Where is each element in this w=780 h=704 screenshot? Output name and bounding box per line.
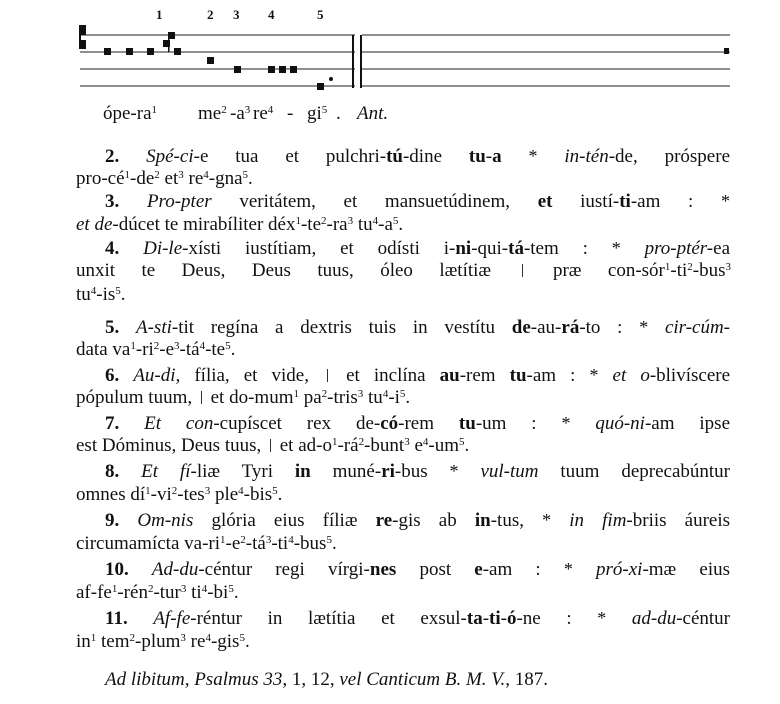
chant-syllable: - (287, 103, 294, 124)
verse-first-line (105, 316, 730, 338)
neume-note (279, 66, 286, 73)
verse-first-line (105, 509, 730, 531)
chant-syllable: $gi^5$ (307, 103, 328, 124)
chant-staff (0, 0, 780, 100)
chant-syllable: ópe-$ra^1$ (103, 103, 158, 124)
verse-first-line (105, 558, 730, 580)
chant-syllable: $-a^3$ (230, 103, 251, 124)
verse-first-line (105, 237, 730, 259)
neume-note (207, 57, 214, 64)
neume-note (126, 48, 133, 55)
verse-text: Om-nis glória eius fíliæ re-gis ab in-tus, * in fim-briis áureis (137, 510, 730, 531)
verse-continuation-line: omnes $dí^1-vi^2-tes^3$ ple$^4$-bis$^5$. (76, 484, 283, 505)
verse-text: A-sti-tit regína a dextris tuis in vestítu de-au-rá-to : * cir-cúm- (136, 317, 730, 338)
neume-number: 2 (207, 7, 214, 22)
verse-continuation-line: pópulum tuum, et do-mum$^1$ $pa^2-tris^3$ $tu^4-i^5$. (76, 387, 411, 408)
staff-lines (80, 35, 730, 86)
chant-syllable: $re^4$ (253, 103, 274, 124)
neumes (104, 32, 333, 90)
mora-dot (329, 77, 333, 81)
verse-continuation-line: pro-$cé^1-de^2$ $et^3$ $re^4-gna^5$. (76, 168, 253, 189)
verse-continuation-line: unxit te Deus, Deus tuus, óleo lætítiæ præ con-$sór^1-ti^2-bus^3$ (76, 260, 731, 281)
verse-number: 10. (105, 559, 152, 580)
verse-first-line (105, 412, 730, 434)
neume-number: 4 (268, 7, 275, 22)
verse-text: Au-di, fília, et vide, et inclína au-rem tu-am : * et o-blivíscere (133, 365, 730, 386)
verse-number: 6. (105, 365, 134, 386)
verse-first-line (105, 607, 730, 629)
verse-first-line (105, 145, 730, 167)
neume-note (290, 66, 297, 73)
verse-continuation-line: est Dóminus, Deus tuus, et $ad-o^1-rá^2-bunt^3$ $e^4-um^5$. (76, 435, 470, 456)
verse-text: Et con-cupíscet rex de-có-rem tu-um : * quó-ni-am ipse (144, 413, 730, 434)
verse-continuation-line: circumamícta $va-ri^1-e^2-tá^3-ti^4-bus^5$. (76, 533, 337, 554)
neume-number: 5 (317, 7, 324, 22)
verse-text: Ad-du-céntur regi vírgi-nes post e-am : * pró-xi-mæ eius (151, 559, 730, 580)
neume-note (174, 48, 181, 55)
chant-syllable: $me^2$ (198, 103, 227, 124)
verse-number: 9. (105, 510, 138, 531)
verse-first-line (105, 460, 730, 482)
verse-number: 7. (105, 413, 145, 434)
verse-number: 8. (105, 461, 142, 482)
verse-first-line (105, 190, 730, 212)
verse-continuation-line: $tu^4-is^5$. (76, 284, 126, 305)
chant-lyrics (0, 103, 780, 127)
verse-continuation-line: $af-fe^1-rén^2-tur^3$ $ti^4-bi^5$. (76, 582, 239, 603)
neume-note (104, 48, 111, 55)
double-bar (353, 35, 361, 88)
verse-number: 11. (105, 608, 154, 629)
neume-note (268, 66, 275, 73)
verse-text: Af-fe-réntur in lætítia et exsul-ta-ti-ó-ne : * ad-du-céntur (153, 608, 730, 629)
neume-number: 3 (233, 7, 240, 22)
verse-text: Et fí-liæ Tyri in muné-ri-bus * vul-tum tuum deprecabúntur (141, 461, 730, 482)
chant-syllable: Ant. (357, 103, 389, 124)
verse-text: Spé-ci-e tua et pulchri-tú-dine tu-a * in-tén-de, próspere (146, 146, 730, 167)
neume-note (317, 83, 324, 90)
neume-note (234, 66, 241, 73)
chant-syllable: . (336, 103, 341, 124)
verse-number: 5. (105, 317, 136, 338)
footer-note: Ad libitum, Psalmus 33, 1, 12, vel Canticum B. M. V., 187. (105, 669, 548, 690)
custos-icon (724, 48, 729, 54)
verse-number: 2. (105, 146, 147, 167)
verse-first-line (105, 364, 730, 386)
neume-note (147, 48, 154, 55)
verse-text: Di-le-xísti iustítiam, et odísti i-ni-qui-tá-tem : * pro-ptér-ea (143, 238, 730, 259)
verse-text: Pro-pter veritátem, et mansuetúdinem, et iustí-ti-am : * (146, 191, 730, 212)
verse-continuation-line: data $va^1-ri^2-e^3-tá^4-te^5$. (76, 339, 236, 360)
verse-number: 3. (105, 191, 147, 212)
verse-number: 4. (105, 238, 144, 259)
neume-number: 1 (156, 7, 163, 22)
c-clef-icon (79, 25, 86, 49)
verse-continuation-line: et de-dúcet te mirabíliter $déx^1-te^2-ra^3$ $tu^4-a^5$. (76, 214, 404, 235)
verse-continuation-line: $in^1$ tem$^2$-plum$^3$ $re^4-gis^5$. (76, 631, 250, 652)
